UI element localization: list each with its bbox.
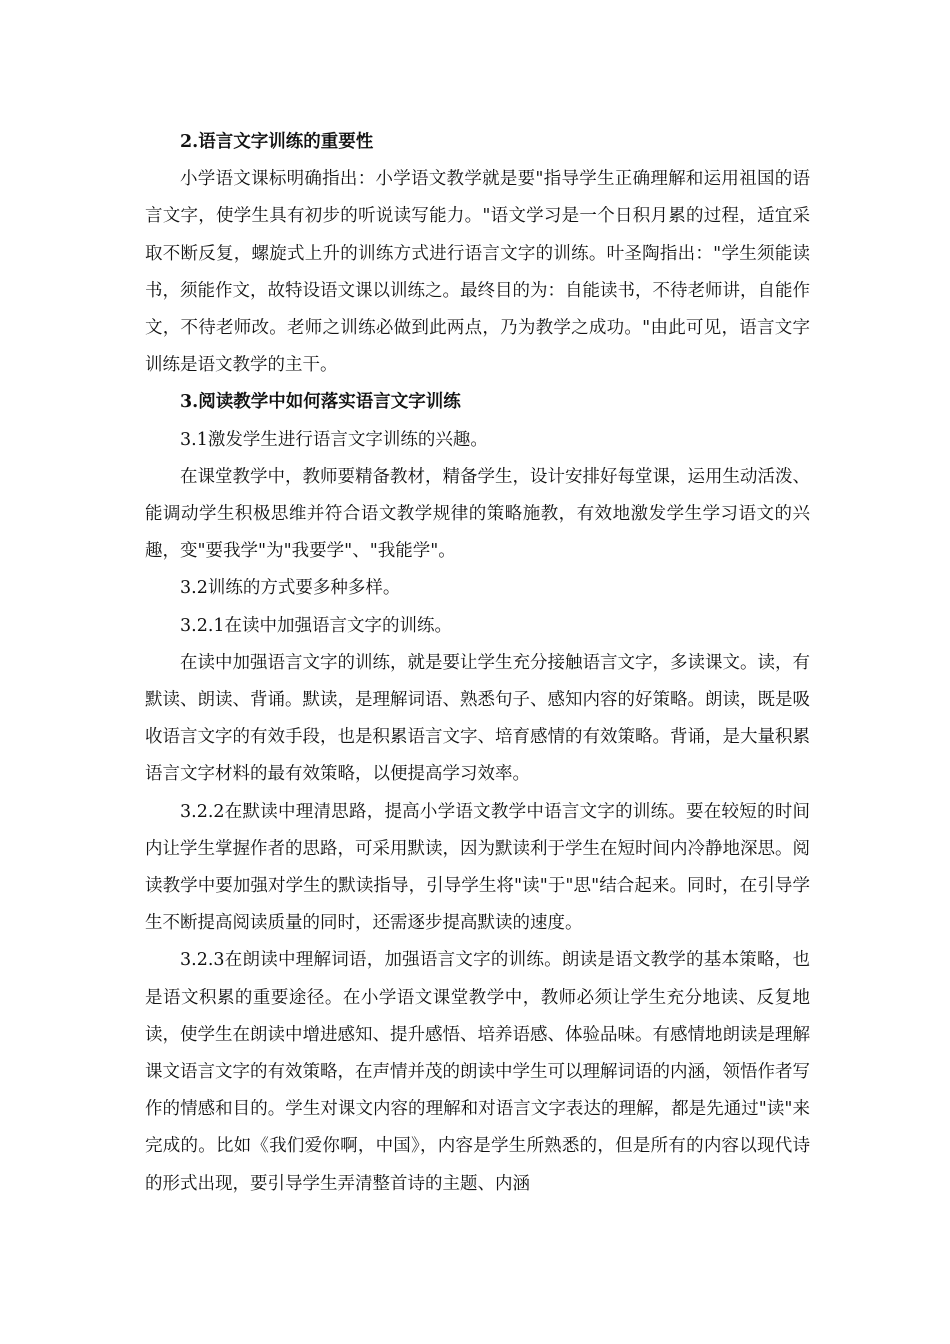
body-paragraph: 小学语文课标明确指出：小学语文教学就是要"指导学生正确理解和运用祖国的语言文字，使学生具有初步的听说读写能力。"语文学习是一个日积月累的过程，适宜采取不断反复，螺旋式上升的训练方式进行语言文字的训练。叶圣陶指出："学生须能读书，须能作文，故特设语文课以训练之。最终目的为：自能读书，不待老师讲，自能作文，不待老师改。老师之训练必做到此两点，乃为教学之成功。"由此可见，语言文字训练是语文教学的主干。 [145,169,810,376]
body-paragraph: 3.1激发学生进行语言文字训练的兴趣。 [180,429,488,450]
body-paragraph: 3.2.2在默读中理清思路，提高小学语文教学中语言文字的训练。要在较短的时间内让学生掌握作者的思路，可采用默读，因为默读利于学生在短时间内冷静地深思。阅读教学中要加强对学生的默读指导，引导学生将"读"于"思"结合起来。同时，在引导学生不断提高阅读质量的同时，还需逐步提高默读的速度。 [145,801,810,934]
section-heading: 2.语言文字训练的重要性 [180,132,374,152]
body-paragraph: 在课堂教学中，教师要精备教材，精备学生，设计安排好每堂课，运用生动活泼、能调动学生积极思维并符合语文教学规律的策略施教，有效地激发学生学习语文的兴趣，变"要我学"为"我要学"、"我能学"。 [145,466,810,562]
body-paragraph: 3.2训练的方式要多种多样。 [180,578,401,599]
body-paragraph: 3.2.3在朗读中理解词语，加强语言文字的训练。朗读是语文教学的基本策略，也是语文积累的重要途径。在小学语文课堂教学中，教师必须让学生充分地读、反复地读，使学生在朗读中增进感知、提升感悟、培养语感、体验品味。有感情地朗读是理解课文语言文字的有效策略，在声情并茂的朗读中学生可以理解词语的内涵，领悟作者写作的情感和目的。学生对课文内容的理解和对语言文字表达的理解，都是先通过"读"来完成的。比如《我们爱你啊，中国》，内容是学生所熟悉的，但是所有的内容以现代诗的形式出现，要引导学生弄清整首诗的主题、内涵 [145,950,810,1194]
section-heading: 3.阅读教学中如何落实语言文字训练 [180,392,461,413]
body-paragraph: 3.2.1在读中加强语言文字的训练。 [180,615,453,636]
document-body [145,124,810,1203]
body-paragraph: 在读中加强语言文字的训练，就是要让学生充分接触语言文字，多读课文。读，有默读、朗读、背诵。默读，是理解词语、熟悉句子、感知内容的好策略。朗读，既是吸收语言文字的有效手段，也是积累语言文字、培育感情的有效策略。背诵，是大量积累语言文字材料的最有效策略，以便提高学习效率。 [145,652,810,785]
